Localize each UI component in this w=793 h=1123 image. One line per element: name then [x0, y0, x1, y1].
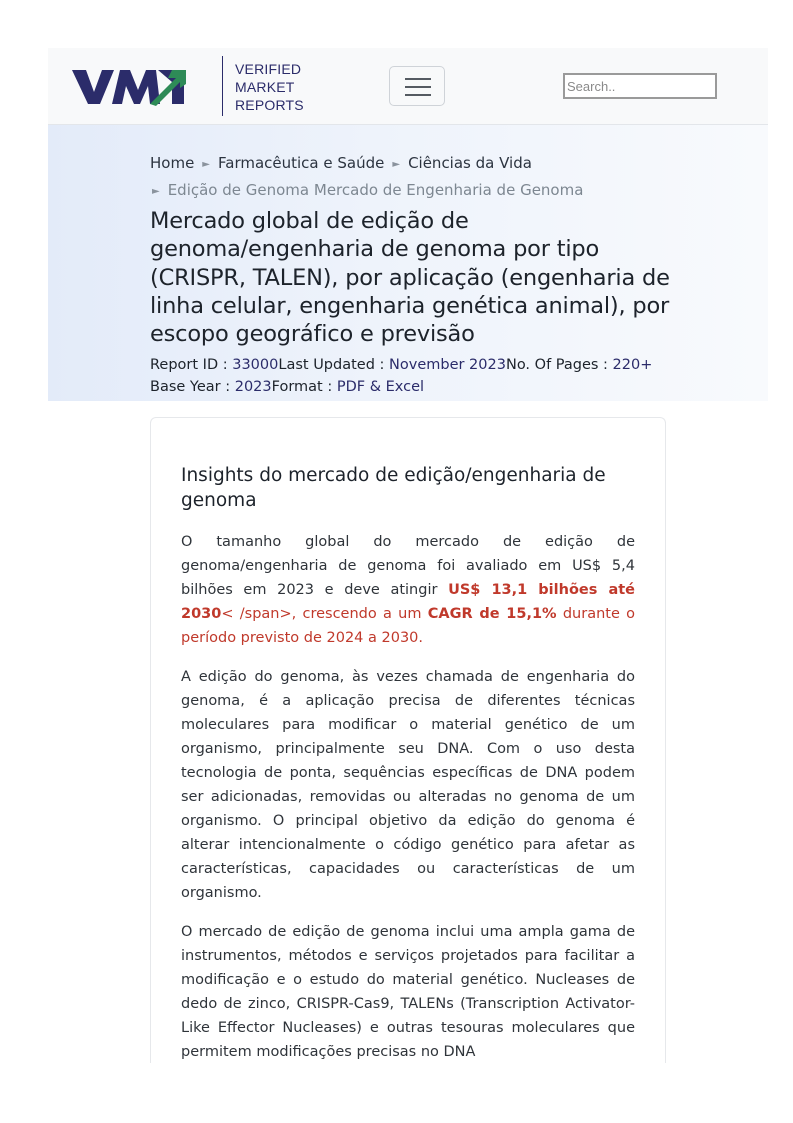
insights-body	[181, 530, 635, 1063]
chevron-right-icon: ►	[392, 159, 401, 170]
page-title: Mercado global de edição de genoma/engenharia de genoma por tipo (CRISPR, TALEN), por aplicação (engenharia de linha celular, engenharia genética animal), por escopo geográfico e previsão	[150, 208, 670, 348]
meta-row-2	[150, 376, 690, 398]
insights-paragraph-2: A edição do genoma, às vezes chamada de engenharia do genoma, é a aplicação precisa de diferentes técnicas moleculares para modificar o material genético de um organismo, principalmente seu DNA. Com o uso desta tecnologia de ponta, sequências específicas de DNA podem ser adicionadas, removidas ou alteradas no genoma de um organismo. O principal objetivo da edição do genoma é alterar intencionalmente o código genético para afetar as características, capacidades ou características de um organismo.	[181, 669, 635, 901]
report-meta	[150, 354, 690, 398]
pages-value: 220+	[612, 357, 653, 373]
report-id-value: 33000	[232, 357, 279, 373]
last-updated-value: November 2023	[389, 357, 506, 373]
market-forecast-value: US$ 13,1 bilhões até 2030	[181, 582, 635, 622]
search-input[interactable]	[563, 73, 717, 99]
chevron-right-icon: ►	[202, 159, 210, 170]
vmr-logo[interactable]	[72, 56, 304, 116]
vmr-logo-mark-icon	[72, 68, 212, 108]
breadcrumb-pharma[interactable]: Farmacêutica e Saúde	[218, 154, 385, 172]
breadcrumb-current: Edição de Genoma Mercado de Engenharia de Genoma	[167, 181, 584, 199]
logo-divider	[222, 56, 223, 116]
insights-card	[150, 417, 666, 1063]
site-header	[48, 48, 768, 125]
breadcrumb	[150, 151, 670, 205]
insights-paragraph-3: O mercado de edição de genoma inclui uma ampla gama de instrumentos, métodos e serviços projetados para facilitar a modificação e o estudo do material genético. Nucleases de dedo de zinco, CRISPR-Cas9, TALENs (Transcription Activator-Like Effector Nucleases) e outras tesouras moleculares que permitem modificações precisas no DNA	[181, 924, 635, 1060]
logo-line-verified: VERIFIED	[235, 61, 302, 77]
base-year-value: 2023	[234, 379, 272, 395]
p1-stray-tag: < /span>, crescendo a um	[221, 606, 428, 622]
breadcrumb-life-sciences[interactable]: Ciências da Vida	[408, 154, 532, 172]
meta-row-1	[150, 354, 690, 376]
p1-forecast-period: durante o período previsto de 2024 a 2030.	[181, 606, 635, 646]
hamburger-menu-button[interactable]	[389, 66, 445, 106]
pages-label: No. Of Pages :	[505, 357, 613, 373]
chevron-right-icon: ►	[152, 186, 160, 197]
cagr-value: CAGR de 15,1%	[427, 606, 557, 622]
base-year-label: Base Year :	[150, 379, 235, 395]
menu-bar-icon	[405, 94, 431, 96]
breadcrumb-home[interactable]: Home	[150, 154, 195, 172]
insights-paragraph-1	[181, 530, 635, 650]
logo-line-reports: REPORTS	[235, 97, 304, 113]
menu-bar-icon	[405, 78, 431, 80]
menu-bar-icon	[405, 86, 431, 88]
insights-heading: Insights do mercado de edição/engenharia de genoma	[181, 465, 606, 511]
format-value: PDF & Excel	[336, 379, 425, 395]
last-updated-label: Last Updated :	[278, 357, 390, 373]
format-label: Format :	[271, 379, 337, 395]
p1-text: O tamanho global do mercado de edição de genoma/engenharia de genoma foi avaliado em US$ 5,4 bilhões em 2023 e deve atingir	[181, 534, 635, 598]
logo-wordmark	[235, 60, 304, 114]
logo-line-market: MARKET	[235, 79, 295, 95]
report-hero	[48, 125, 768, 401]
report-id-label: Report ID :	[150, 357, 233, 373]
